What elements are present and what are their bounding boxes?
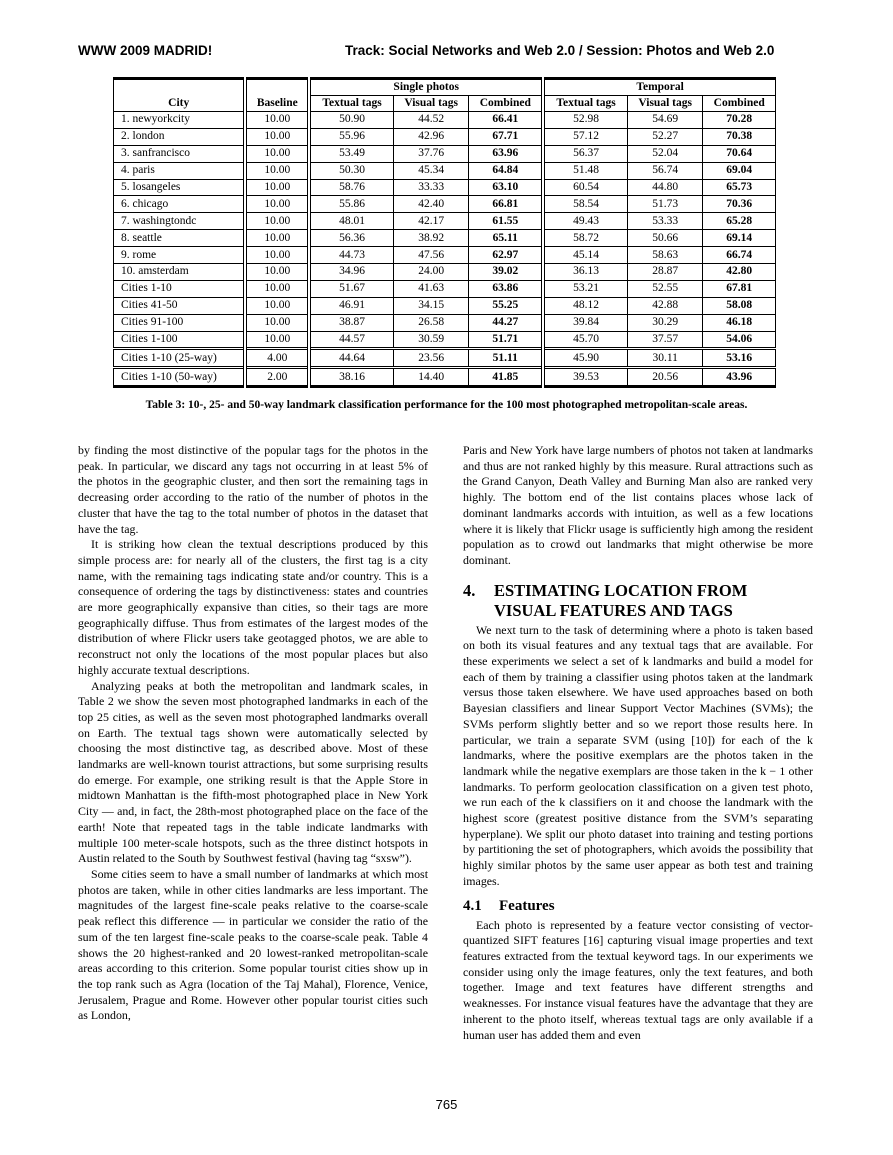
- cell-city: 7. washingtondc: [114, 213, 246, 230]
- cell-single-combined: 51.71: [469, 331, 543, 349]
- col-header-temporal-combined: Combined: [703, 96, 776, 112]
- table-header-empty: [114, 79, 246, 96]
- cell-city: Cities 91-100: [114, 314, 246, 331]
- cell-temporal-visual: 56.74: [627, 162, 702, 179]
- cell-single-textual: 48.01: [309, 213, 393, 230]
- cell-temporal-textual: 58.54: [543, 196, 627, 213]
- cell-single-combined: 65.11: [469, 230, 543, 247]
- table-row: [114, 368, 776, 387]
- cell-city: Cities 1-10 (25-way): [114, 349, 246, 368]
- table-column-header-row: [114, 96, 776, 112]
- cell-city: 9. rome: [114, 247, 246, 264]
- table-row: [114, 247, 776, 264]
- cell-single-visual: 45.34: [393, 162, 468, 179]
- table-row: [114, 314, 776, 331]
- cell-single-textual: 51.67: [309, 280, 393, 297]
- cell-baseline: 4.00: [245, 349, 309, 368]
- cell-single-visual: 42.96: [393, 128, 468, 145]
- cell-single-combined: 61.55: [469, 213, 543, 230]
- table-row: [114, 179, 776, 196]
- cell-single-visual: 26.58: [393, 314, 468, 331]
- cell-temporal-combined: 69.04: [703, 162, 776, 179]
- subsection-number: 4.1: [463, 897, 482, 914]
- section-title-line: ESTIMATING LOCATION FROM: [494, 580, 748, 600]
- cell-single-combined: 66.81: [469, 196, 543, 213]
- cell-single-combined: 63.10: [469, 179, 543, 196]
- cell-baseline: 10.00: [245, 128, 309, 145]
- cell-single-visual: 33.33: [393, 179, 468, 196]
- table-row: [114, 349, 776, 368]
- cell-temporal-visual: 30.11: [627, 349, 702, 368]
- cell-single-visual: 42.40: [393, 196, 468, 213]
- page-number: 765: [435, 1097, 458, 1112]
- col-header-temporal-textual: Textual tags: [543, 96, 627, 112]
- table-row: [114, 280, 776, 297]
- cell-single-combined: 51.11: [469, 349, 543, 368]
- running-header-left: WWW 2009 MADRID!: [78, 43, 213, 58]
- cell-city: 10. amsterdam: [114, 264, 246, 281]
- cell-temporal-combined: 67.81: [703, 280, 776, 297]
- cell-temporal-combined: 70.36: [703, 196, 776, 213]
- cell-single-visual: 41.63: [393, 280, 468, 297]
- cell-baseline: 10.00: [245, 213, 309, 230]
- cell-single-visual: 44.52: [393, 112, 468, 129]
- cell-baseline: 10.00: [245, 297, 309, 314]
- cell-temporal-visual: 20.56: [627, 368, 702, 387]
- col-header-city: City: [114, 96, 246, 112]
- cell-single-textual: 38.87: [309, 314, 393, 331]
- cell-single-textual: 50.30: [309, 162, 393, 179]
- cell-single-visual: 38.92: [393, 230, 468, 247]
- cell-temporal-combined: 43.96: [703, 368, 776, 387]
- cell-temporal-textual: 53.21: [543, 280, 627, 297]
- cell-temporal-textual: 51.48: [543, 162, 627, 179]
- cell-temporal-combined: 70.38: [703, 128, 776, 145]
- body-paragraph: Analyzing peaks at both the metropolitan and landmark scales, in Table 2 we show the seven most photographed landmarks in each of the top 25 cities, as well as the seven most photographed landmarks overall on Earth. The textual tags shown were automatically selected by choosing the most distinctive tag, as described above. Most of these landmarks are well-known tourist attractions, but some surprising results do emerge. For example, one striking result is that the Apple Store in midtown Manhattan is the fifth-most photographed place in New York City — and, in fact, the 28th-most photographed place on the face of the earth! Note that repeated tags in the table indicate landmarks with multiple 100 meter-scale hotspots, such as the three distinct hotspots in Austin related to the South by Southwest festival (having tag “sxsw”).: [78, 678, 428, 866]
- cell-single-combined: 39.02: [469, 264, 543, 281]
- cell-temporal-textual: 39.84: [543, 314, 627, 331]
- cell-temporal-visual: 54.69: [627, 112, 702, 129]
- cell-single-textual: 55.96: [309, 128, 393, 145]
- cell-single-combined: 64.84: [469, 162, 543, 179]
- cell-single-combined: 63.96: [469, 145, 543, 162]
- table-row: [114, 196, 776, 213]
- cell-single-textual: 38.16: [309, 368, 393, 387]
- cell-baseline: 10.00: [245, 230, 309, 247]
- body-paragraph: by finding the most distinctive of the popular tags for the photos in the peak. In particular, we discard any tags not occurring in at least 5% of the photos in the geographic cluster, and then sort the remaining tags in decreasing order according to the ratio of the number of photos in the cluster that have the tag to the total number of photos in the dataset that have the tag.: [78, 443, 428, 536]
- cell-temporal-visual: 52.27: [627, 128, 702, 145]
- subsection-heading: [463, 897, 813, 915]
- cell-single-visual: 14.40: [393, 368, 468, 387]
- cell-city: 2. london: [114, 128, 246, 145]
- cell-temporal-combined: 70.64: [703, 145, 776, 162]
- cell-temporal-textual: 56.37: [543, 145, 627, 162]
- cell-city: 6. chicago: [114, 196, 246, 213]
- cell-single-textual: 53.49: [309, 145, 393, 162]
- table-caption: Table 3: 10-, 25- and 50-way landmark classification performance for the 100 most photographed metropolitan-scale areas.: [145, 399, 748, 411]
- body-paragraph: We next turn to the task of determining where a photo is taken based on both its visual features and any textual tags that are available. For these experiments we select a set of k landmarks and build a model for each of them by training a classifier using photos taken at the landmark versus those taken elsewhere. We have used approaches based on both Bayesian classifiers and linear Support Vector Machines (SVMs); the SVMs perform slightly better and so we report those results here. In particular, we train a separate SVM (using [10]) for each of the k landmarks, where the positive exemplars are the photos taken in the landmark while the negative exemplars are those taken in the k − 1 other landmarks. To perform geolocation classification on a given test photo, we run each of the k classifiers on it and choose the landmark with the highest score (greatest positive distance from the SVM’s separating hyperplane). We split our photo dataset into training and testing portions by partitioning the set of photographers, which avoids the possibility that highly similar photos by the same user appear as both test and training images.: [463, 622, 813, 888]
- table-row: [114, 162, 776, 179]
- cell-city: Cities 1-100: [114, 331, 246, 349]
- cell-single-textual: 50.90: [309, 112, 393, 129]
- cell-city: Cities 1-10 (50-way): [114, 368, 246, 387]
- cell-temporal-combined: 65.28: [703, 213, 776, 230]
- table-group-header-row: [114, 79, 776, 96]
- cell-single-textual: 46.91: [309, 297, 393, 314]
- cell-single-combined: 44.27: [469, 314, 543, 331]
- cell-temporal-visual: 44.80: [627, 179, 702, 196]
- cell-baseline: 10.00: [245, 196, 309, 213]
- results-table: [113, 77, 776, 388]
- cell-single-visual: 30.59: [393, 331, 468, 349]
- table-group-temporal: Temporal: [543, 79, 775, 96]
- body-paragraph: Some cities seem to have a small number of landmarks at which most photos are taken, while in other cities landmarks are less important. The magnitudes of the largest fine-scale peaks relative to the coarse-scale peak reflect this difference — in particular we consider the ratio of the sum of the ten largest fine-scale peaks to the coarse-scale peak. Table 4 shows the 20 highest-ranked and 20 lowest-ranked metropolitan-scale areas according to this criterion. Some popular tourist cities show up in the top rank such as Agra (location of the Taj Mahal), Florence, Venice, Jerusalem, Prague and Rome. However other popular tourist cities such as London,: [78, 866, 428, 1023]
- section-heading: [463, 581, 813, 621]
- cell-baseline: 2.00: [245, 368, 309, 387]
- body-paragraph: Paris and New York have large numbers of photos not taken at landmarks and thus are not ranked highly by this measure. Rural attractions such as the Grand Canyon, Death Valley and Burning Man also are ranked very highly. The bottom end of the list contains places whose lack of dominant landmarks accords with intuition, as well as a few locations where it is likely that Flickr usage is sufficiently high among the resident population as to crowd out landmarks that might otherwise be more dominant.: [463, 443, 813, 567]
- cell-city: 1. newyorkcity: [114, 112, 246, 129]
- cell-city: 5. losangeles: [114, 179, 246, 196]
- cell-baseline: 10.00: [245, 162, 309, 179]
- cell-temporal-textual: 45.14: [543, 247, 627, 264]
- body-paragraph: It is striking how clean the textual descriptions produced by this simple process are: for nearly all of the clusters, the first tag is a city name, with the remaining tags indicating state and/or country. This is a consequence of ordering the tags by distinctiveness: states and countries are more geographically expansive than cities, so their tags are more geographically diffuse. Thus from estimates of the largest modes of the distribution of where Flickr users take geotagged photos, we are able to reconstruct not only the locations of the most popular places but also highly accurate textual descriptions.: [78, 537, 428, 677]
- cell-single-textual: 44.73: [309, 247, 393, 264]
- cell-single-visual: 23.56: [393, 349, 468, 368]
- cell-single-visual: 42.17: [393, 213, 468, 230]
- cell-temporal-visual: 52.55: [627, 280, 702, 297]
- cell-single-combined: 67.71: [469, 128, 543, 145]
- cell-temporal-textual: 49.43: [543, 213, 627, 230]
- cell-temporal-combined: 66.74: [703, 247, 776, 264]
- cell-city: 4. paris: [114, 162, 246, 179]
- cell-temporal-textual: 45.90: [543, 349, 627, 368]
- body-paragraph: Each photo is represented by a feature vector consisting of vector-quantized SIFT features [16] capturing visual image properties and text features extracted from the textual keyword tags. In our experiments we consider using only the image features, only the text features, and both together. Image and text features have different strengths and weaknesses. For instance visual features have the advantage that they are inherent to the photo itself, whereas textual tags are only available if a human user has added them and even: [463, 917, 813, 1042]
- cell-temporal-combined: 54.06: [703, 331, 776, 349]
- cell-temporal-textual: 60.54: [543, 179, 627, 196]
- cell-single-textual: 55.86: [309, 196, 393, 213]
- cell-temporal-combined: 65.73: [703, 179, 776, 196]
- running-header-right: Track: Social Networks and Web 2.0 / Session: Photos and Web 2.0: [345, 43, 775, 58]
- cell-temporal-visual: 30.29: [627, 314, 702, 331]
- cell-single-textual: 44.57: [309, 331, 393, 349]
- left-column: [78, 443, 428, 1024]
- cell-temporal-combined: 46.18: [703, 314, 776, 331]
- cell-temporal-combined: 53.16: [703, 349, 776, 368]
- table-row: [114, 213, 776, 230]
- cell-temporal-textual: 45.70: [543, 331, 627, 349]
- cell-temporal-textual: 39.53: [543, 368, 627, 387]
- col-header-single-visual: Visual tags: [393, 96, 468, 112]
- cell-temporal-visual: 51.73: [627, 196, 702, 213]
- section-number: 4.: [463, 580, 476, 600]
- cell-single-combined: 41.85: [469, 368, 543, 387]
- cell-single-textual: 34.96: [309, 264, 393, 281]
- cell-temporal-textual: 57.12: [543, 128, 627, 145]
- col-header-temporal-visual: Visual tags: [627, 96, 702, 112]
- table-body: [114, 112, 776, 387]
- cell-single-textual: 44.64: [309, 349, 393, 368]
- col-header-baseline: Baseline: [245, 96, 309, 112]
- subsection-title: Features: [499, 897, 555, 914]
- cell-temporal-textual: 48.12: [543, 297, 627, 314]
- cell-temporal-combined: 70.28: [703, 112, 776, 129]
- table-row: [114, 230, 776, 247]
- cell-temporal-textual: 52.98: [543, 112, 627, 129]
- cell-city: 8. seattle: [114, 230, 246, 247]
- cell-temporal-combined: 42.80: [703, 264, 776, 281]
- cell-single-combined: 62.97: [469, 247, 543, 264]
- cell-temporal-textual: 58.72: [543, 230, 627, 247]
- cell-baseline: 10.00: [245, 280, 309, 297]
- table-row: [114, 112, 776, 129]
- cell-baseline: 10.00: [245, 179, 309, 196]
- table-row: [114, 297, 776, 314]
- table-row: [114, 145, 776, 162]
- cell-single-textual: 56.36: [309, 230, 393, 247]
- col-header-single-combined: Combined: [469, 96, 543, 112]
- cell-single-visual: 34.15: [393, 297, 468, 314]
- cell-baseline: 10.00: [245, 145, 309, 162]
- cell-city: Cities 1-10: [114, 280, 246, 297]
- cell-city: Cities 41-50: [114, 297, 246, 314]
- table-row: [114, 331, 776, 349]
- table-row: [114, 128, 776, 145]
- cell-baseline: 10.00: [245, 112, 309, 129]
- cell-city: 3. sanfrancisco: [114, 145, 246, 162]
- cell-temporal-visual: 37.57: [627, 331, 702, 349]
- cell-baseline: 10.00: [245, 264, 309, 281]
- cell-temporal-visual: 53.33: [627, 213, 702, 230]
- table-group-single-photos: Single photos: [309, 79, 543, 96]
- section-title-line: VISUAL FEATURES AND TAGS: [494, 600, 733, 620]
- table-row: [114, 264, 776, 281]
- cell-temporal-textual: 36.13: [543, 264, 627, 281]
- cell-baseline: 10.00: [245, 314, 309, 331]
- cell-temporal-visual: 28.87: [627, 264, 702, 281]
- cell-single-combined: 66.41: [469, 112, 543, 129]
- cell-single-visual: 37.76: [393, 145, 468, 162]
- cell-single-visual: 24.00: [393, 264, 468, 281]
- cell-temporal-combined: 69.14: [703, 230, 776, 247]
- cell-single-combined: 55.25: [469, 297, 543, 314]
- cell-single-combined: 63.86: [469, 280, 543, 297]
- right-column: [463, 443, 813, 1043]
- col-header-single-textual: Textual tags: [309, 96, 393, 112]
- table-header-empty: [245, 79, 309, 96]
- cell-single-visual: 47.56: [393, 247, 468, 264]
- cell-temporal-visual: 58.63: [627, 247, 702, 264]
- cell-temporal-visual: 42.88: [627, 297, 702, 314]
- cell-single-textual: 58.76: [309, 179, 393, 196]
- cell-baseline: 10.00: [245, 247, 309, 264]
- cell-temporal-visual: 50.66: [627, 230, 702, 247]
- cell-temporal-visual: 52.04: [627, 145, 702, 162]
- cell-baseline: 10.00: [245, 331, 309, 349]
- cell-temporal-combined: 58.08: [703, 297, 776, 314]
